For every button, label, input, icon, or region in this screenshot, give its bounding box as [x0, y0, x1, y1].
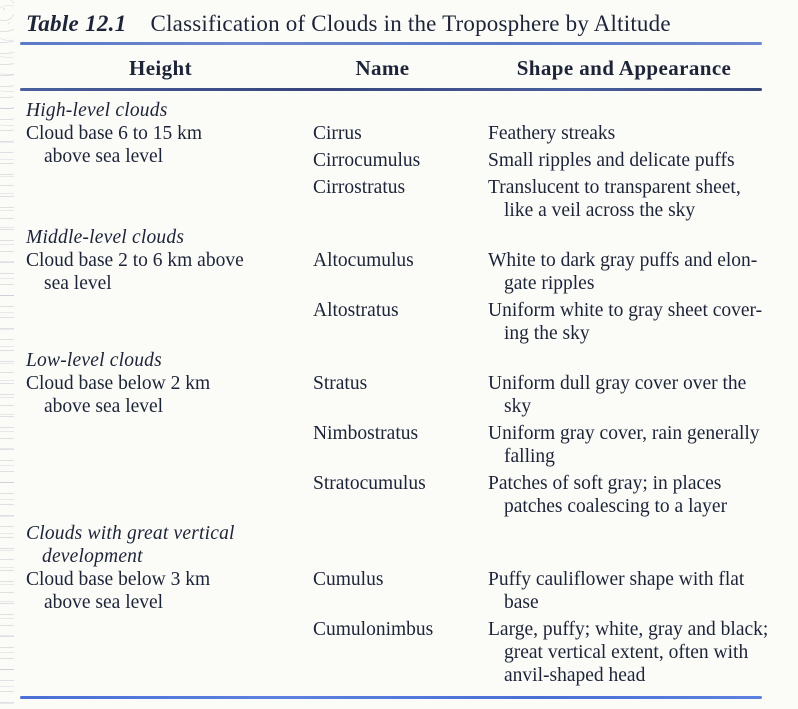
table-caption — [26, 10, 778, 38]
cloud-description: Large, puffy; white, gray and black; great vertical extent, often with anvil-shaped head — [488, 619, 769, 686]
header-rule — [20, 88, 762, 91]
table-row — [313, 568, 778, 614]
cloud-description: Translucent to transparent sheet, like a veil across the sky — [488, 177, 741, 221]
table-title: Classification of Clouds in the Troposphere by Altitude — [150, 11, 671, 36]
section-category: High-level clouds — [26, 100, 168, 121]
table-row — [313, 422, 778, 468]
cloud-name: Cumulonimbus — [313, 619, 434, 640]
table-body — [26, 99, 778, 687]
table-number: Table 12.1 — [26, 11, 127, 36]
cloud-description: Feathery streaks — [488, 123, 616, 144]
cloud-rows — [313, 372, 778, 518]
section-category: Clouds with great vertical development — [26, 523, 235, 567]
cloud-description: Puffy cauliflower shape with flat base — [488, 569, 745, 613]
cloud-rows — [313, 249, 778, 345]
table-row — [313, 176, 778, 222]
height-cell: Cloud base below 2 km above sea level — [26, 373, 211, 417]
cloud-name: Cirrocumulus — [313, 150, 421, 171]
cloud-rows — [313, 122, 778, 222]
bottom-rule — [20, 696, 762, 699]
cloud-name: Stratus — [313, 373, 368, 394]
section-body — [26, 122, 778, 222]
cloud-rows — [313, 568, 778, 687]
cloud-name: Nimbostratus — [313, 423, 419, 444]
cloud-name: Cirrostratus — [313, 177, 406, 198]
cloud-description: White to dark gray puffs and elon- gate ripples — [488, 250, 758, 294]
section-category: Low-level clouds — [26, 350, 162, 371]
cloud-description: Patches of soft gray; in places patches coalescing to a layer — [488, 473, 728, 517]
table-row — [313, 372, 778, 418]
cloud-name: Cumulus — [313, 569, 384, 590]
section-category: Middle-level clouds — [26, 227, 185, 248]
column-header-shape: Shape and Appearance — [516, 56, 732, 80]
table-row — [313, 249, 778, 295]
table-row — [313, 618, 778, 687]
column-header-name: Name — [355, 56, 410, 80]
table-row — [313, 149, 778, 172]
section-high-level — [26, 99, 778, 222]
cloud-name: Cirrus — [313, 123, 362, 144]
cloud-name: Stratocumulus — [313, 473, 426, 494]
table-row — [313, 299, 778, 345]
section-body — [26, 568, 778, 687]
table-row — [313, 472, 778, 518]
cloud-description: Uniform gray cover, rain generally falling — [488, 423, 760, 467]
height-cell: Cloud base below 3 km above sea level — [26, 569, 211, 613]
section-body — [26, 249, 778, 345]
cloud-description: Uniform white to gray sheet cover- ing the sky — [488, 300, 763, 344]
section-low-level — [26, 349, 778, 518]
title-rule — [20, 42, 762, 45]
cloud-description: Small ripples and delicate puffs — [488, 150, 735, 171]
section-middle-level — [26, 226, 778, 345]
section-body — [26, 372, 778, 518]
cloud-description: Uniform dull gray cover over the sky — [488, 373, 747, 417]
table-row — [313, 122, 778, 145]
cloud-name: Altocumulus — [313, 250, 414, 271]
cloud-name: Altostratus — [313, 300, 399, 321]
height-cell: Cloud base 6 to 15 km above sea level — [26, 123, 203, 167]
column-header-row — [26, 56, 778, 80]
column-header-height: Height — [128, 56, 193, 80]
section-vertical-development — [26, 522, 778, 687]
height-cell: Cloud base 2 to 6 km above sea level — [26, 250, 244, 294]
